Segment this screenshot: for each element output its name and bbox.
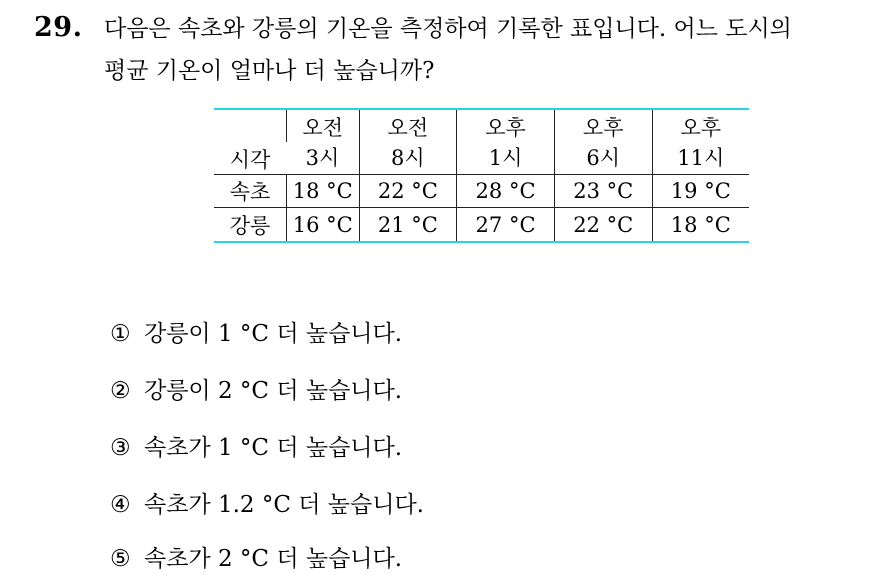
option-text: 강릉이 2 °C 더 높습니다. xyxy=(144,378,403,404)
table-row xyxy=(214,175,749,208)
table-header-hour: 3시 xyxy=(305,146,340,170)
option-marker: ① xyxy=(110,321,131,347)
option-marker: ② xyxy=(110,378,131,404)
table-header-hour: 1시 xyxy=(457,142,555,175)
table-cell-temp: 21 °C xyxy=(359,208,457,243)
table-cell-temp: 22 °C xyxy=(554,208,652,243)
table-corner-header: 시각 xyxy=(229,148,271,172)
option-marker: ④ xyxy=(110,492,131,518)
answer-option-1[interactable] xyxy=(110,318,402,350)
table-header-row-period xyxy=(214,109,749,142)
table-cell-temp: 27 °C xyxy=(457,208,555,243)
table-header-period: 오전 xyxy=(287,109,360,142)
table-header-hour: 8시 xyxy=(359,142,457,175)
table-header-period: 오후 xyxy=(457,109,555,142)
table-header-hour: 6시 xyxy=(554,142,652,175)
table-cell-temp: 16 °C xyxy=(287,208,360,243)
table-header-period: 오후 xyxy=(554,109,652,142)
table-cell-temp: 18 °C xyxy=(287,175,360,208)
table-header-period: 오전 xyxy=(359,109,457,142)
table-header-hour: 11시 xyxy=(652,142,749,175)
question-text-line-1: 다음은 속초와 강릉의 기온을 측정하여 기록한 표입니다. 어느 도시의 xyxy=(104,16,792,42)
question-text-line-2: 평균 기온이 얼마나 더 높습니까? xyxy=(104,58,435,84)
option-text: 속초가 1.2 °C 더 높습니다. xyxy=(144,492,424,518)
answer-option-4[interactable] xyxy=(110,489,424,521)
answer-option-5[interactable] xyxy=(110,543,402,575)
answer-option-2[interactable] xyxy=(110,375,402,407)
option-text: 강릉이 1 °C 더 높습니다. xyxy=(144,321,403,347)
option-text: 속초가 1 °C 더 높습니다. xyxy=(144,435,403,461)
table-header-period: 오후 xyxy=(652,109,749,142)
option-text: 속초가 2 °C 더 높습니다. xyxy=(144,546,403,572)
question-number: 29. xyxy=(34,12,83,43)
table-cell-temp: 23 °C xyxy=(554,175,652,208)
temperature-table xyxy=(214,108,749,243)
option-marker: ⑤ xyxy=(110,546,131,572)
option-marker: ③ xyxy=(110,435,131,461)
table-row-city: 강릉 xyxy=(214,208,287,243)
table-header-row-hour xyxy=(214,142,749,175)
table-row-city: 속초 xyxy=(214,175,287,208)
answer-option-3[interactable] xyxy=(110,432,402,464)
table-cell-temp: 19 °C xyxy=(652,175,749,208)
table-row xyxy=(214,208,749,243)
table-cell-temp: 22 °C xyxy=(359,175,457,208)
table-cell-temp: 18 °C xyxy=(652,208,749,243)
table-cell-temp: 28 °C xyxy=(457,175,555,208)
